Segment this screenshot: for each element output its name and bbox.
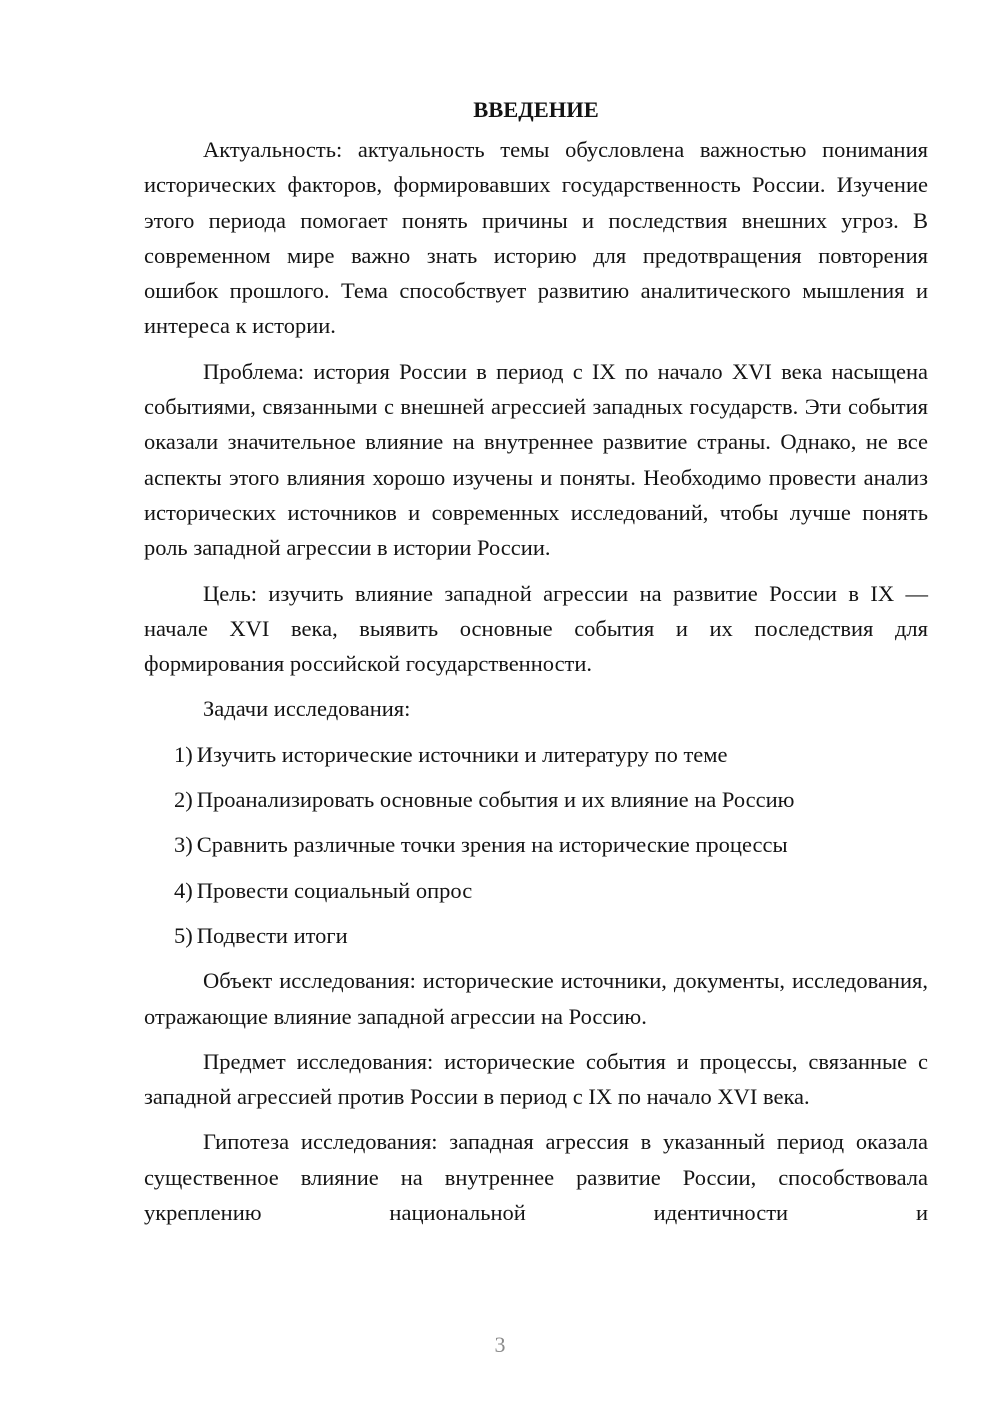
paragraph-problem: Проблема: история России в период с IX по начало XVI века насыщена событиями, связанными с внешней агрессией западных государств. Эти события оказали значительное влияние на внутреннее развитие страны. Однако, не все аспекты этого влияния хорошо изучены и поняты. Необходимо провести анализ исторических источников и современных исследований, чтобы лучше понять роль западной агрессии в истории России.: [144, 358, 928, 561]
list-item-text: Сравнить различные точки зрения на исторические процессы: [196, 832, 788, 858]
tasks-list: [144, 737, 928, 953]
list-item: [144, 827, 928, 862]
list-item-text: Провести социальный опрос: [196, 877, 473, 903]
page-number: 3: [494, 1332, 506, 1357]
list-item-number: 4): [174, 877, 193, 903]
list-item-text: Проанализировать основные события и их влияние на Россию: [196, 787, 795, 813]
paragraph-goal: Цель: изучить влияние западной агрессии на развитие России в IX — начале XVI века, выявить основные события и их последствия для формирования российской государственности.: [144, 580, 928, 677]
list-item: [144, 873, 928, 908]
list-item-number: 3): [174, 832, 193, 858]
list-item: [144, 918, 928, 953]
list-item: [144, 737, 928, 772]
list-item-number: 5): [174, 922, 193, 948]
paragraph-subject: Предмет исследования: исторические события и процессы, связанные с западной агрессией против России в период с IX по начало XVI века.: [144, 1048, 928, 1110]
list-item-text: Изучить исторические источники и литературу по теме: [196, 741, 728, 767]
paragraph-object: Объект исследования: исторические источники, документы, исследования, отражающие влияние западной агрессии на Россию.: [144, 968, 928, 1029]
list-item-number: 2): [174, 787, 193, 813]
paragraph-relevance: Актуальность: актуальность темы обусловлена важностью понимания исторических факторов, формировавших государственность России. Изучение этого периода помогает понять причины и последствия внешних угроз. В современном мире важно знать историю для предотвращения повторения ошибок прошлого. Тема способствует развитию аналитического мышления и интереса к истории.: [144, 137, 928, 339]
list-item: [144, 782, 928, 817]
page-title: ВВЕДЕНИЕ: [473, 97, 599, 122]
paragraph-hypothesis: Гипотеза исследования: западная агрессия в указанный период оказала существенное влияние на внутреннее развитие России, способствовала укреплению национальной идентичности и: [144, 1129, 928, 1226]
list-item-number: 1): [174, 741, 193, 767]
tasks-title: Задачи исследования:: [203, 696, 411, 722]
page-content: [144, 92, 928, 1240]
list-item-text: Подвести итоги: [196, 922, 348, 948]
